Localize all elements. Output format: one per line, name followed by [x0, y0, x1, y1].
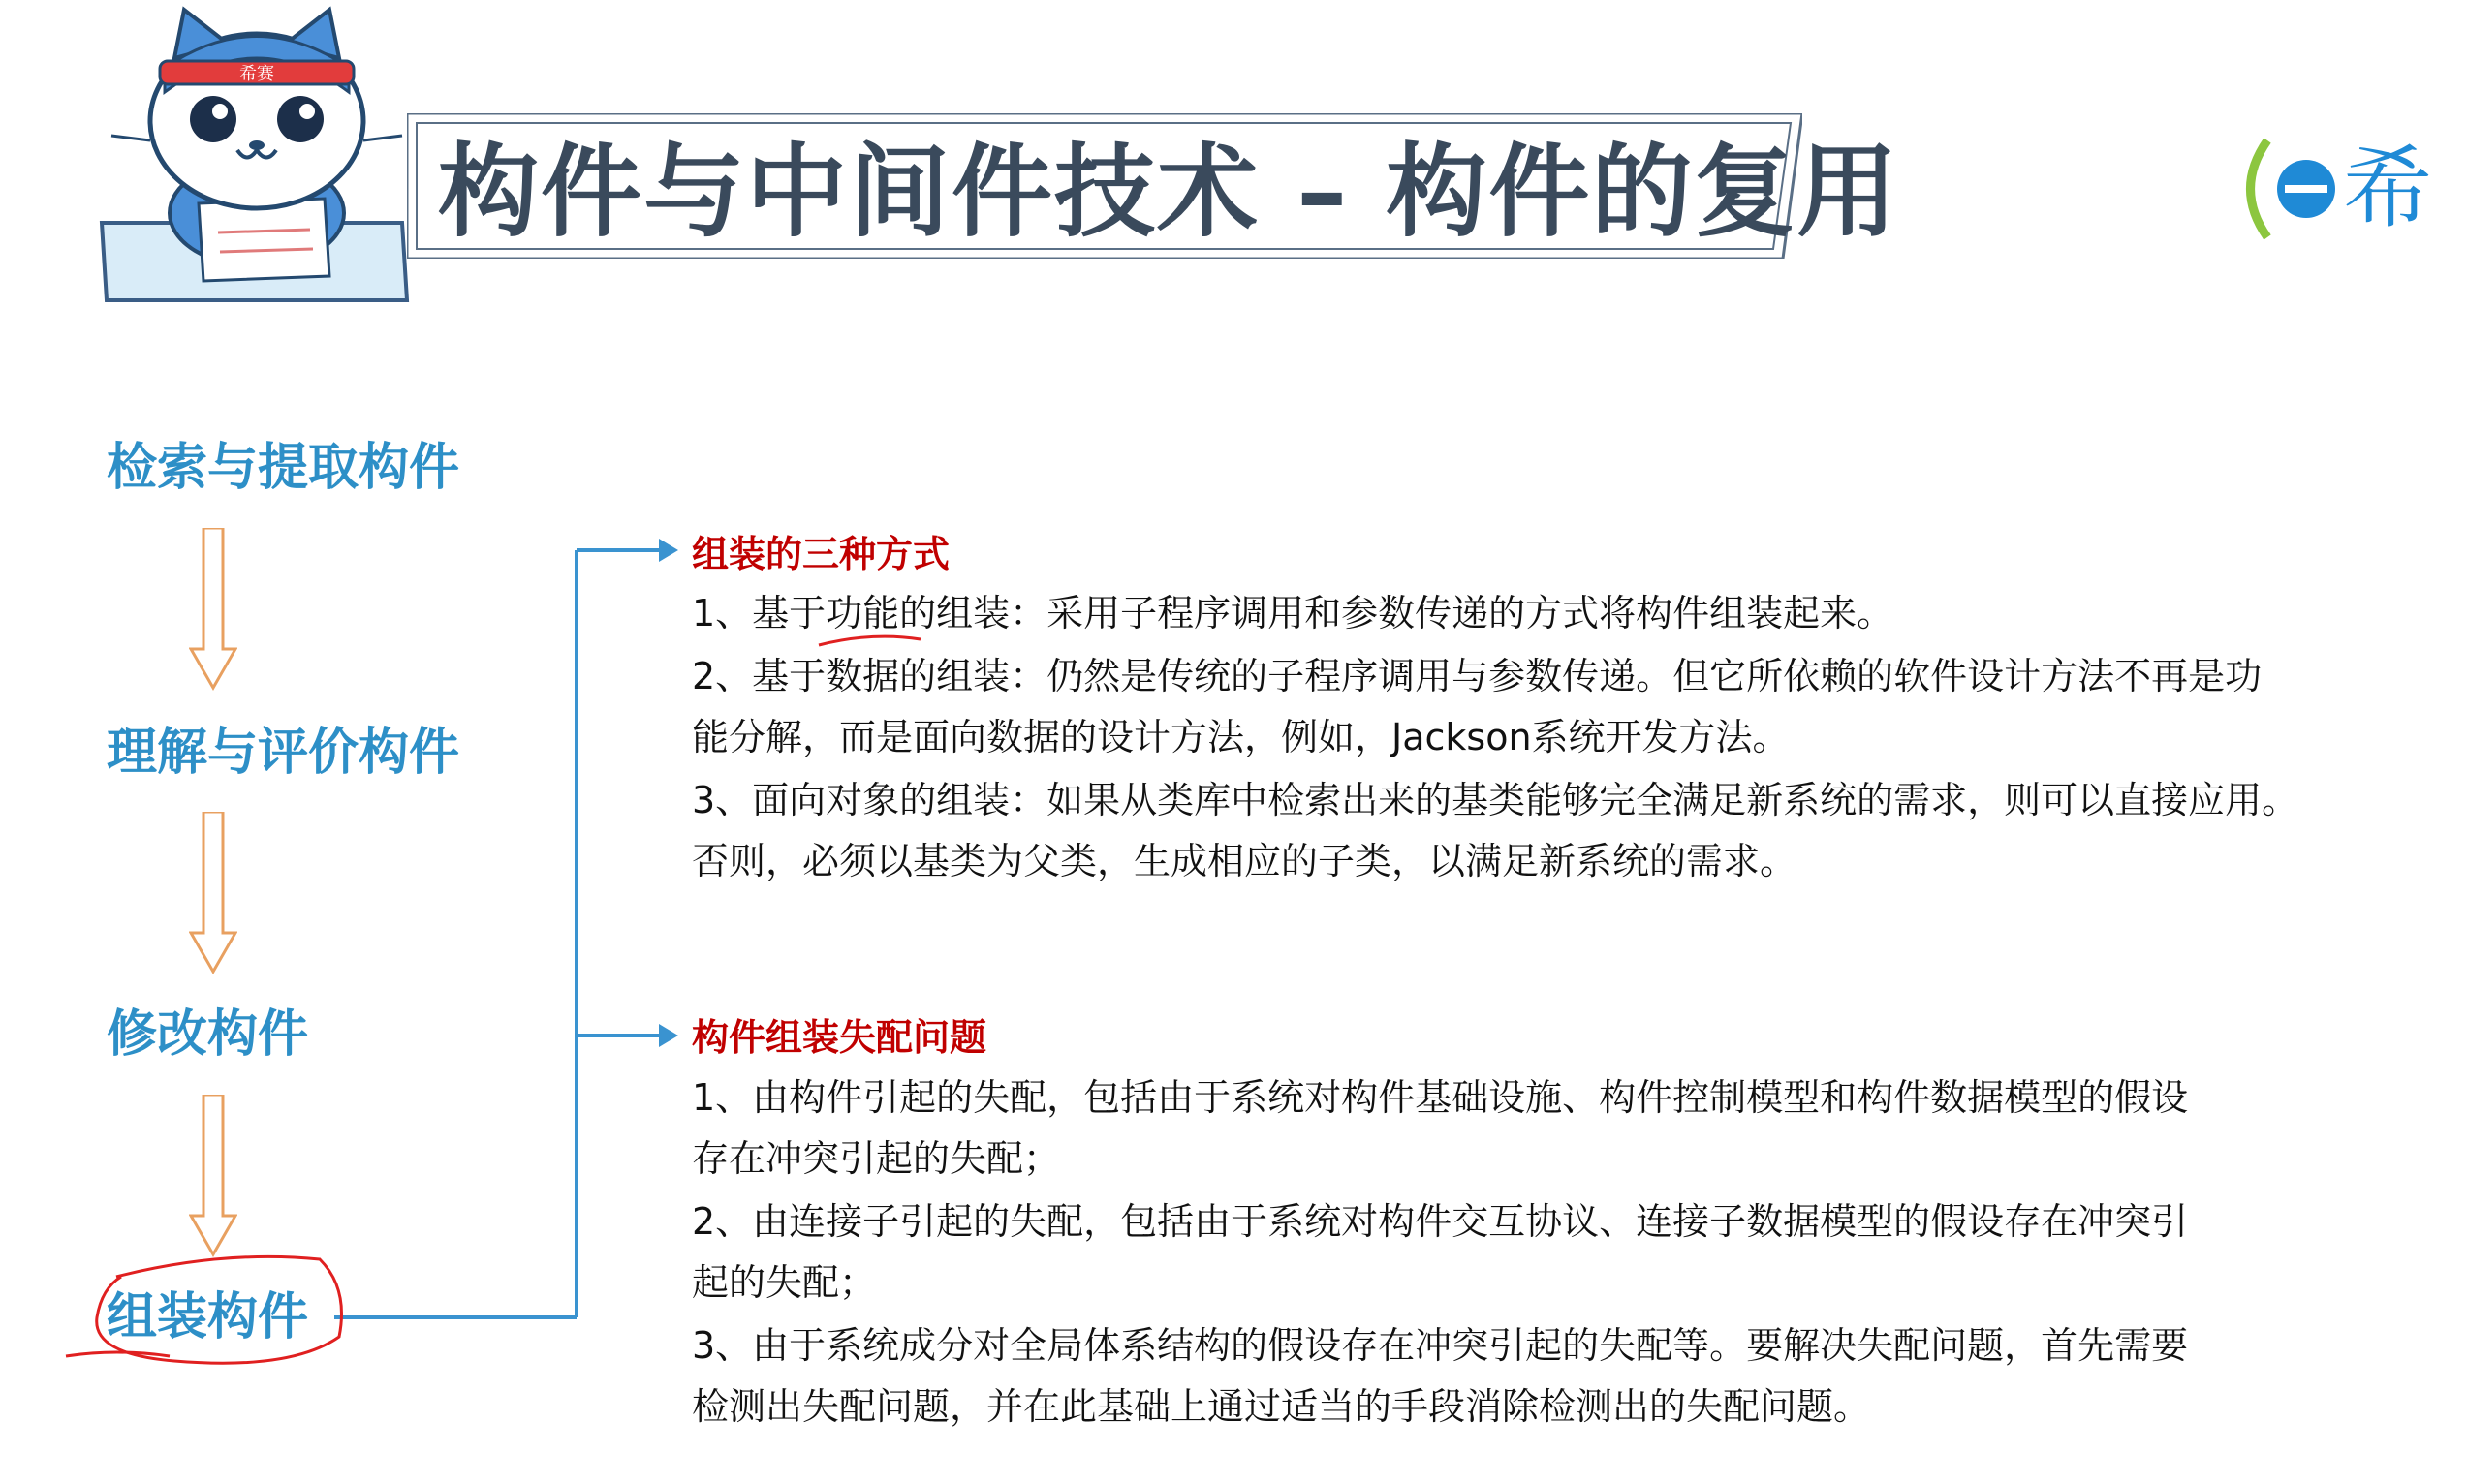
section-2-line-1: 1、由构件引起的失配，包括由于系统对构件基础设施、构件控制模型和构件数据模型的假设 [692, 1076, 2189, 1119]
hollow-down-arrow-icon [189, 812, 237, 976]
section-2-line-3: 2、由连接子引起的失配，包括由于系统对构件交互协议、连接子数据模型的假设存在冲突引 [692, 1200, 2189, 1243]
section-title-assembly-methods: 组装的三种方式 [692, 533, 951, 575]
cat-mascot-icon [92, 5, 422, 305]
connector-lines [334, 550, 659, 1317]
brand-text: 希 [2343, 137, 2433, 240]
section-1-line-1: 1、基于功能的组装：采用子程序调用和参数传递的方式将构件组装起来。 [692, 592, 1894, 634]
annotation-underline-left [66, 1352, 170, 1356]
flow-step-understand: 理解与评价构件 [107, 724, 460, 782]
section-1-line-4: 3、面向对象的组装：如果从类库中检索出来的基类能够完全满足新系统的需求，则可以直接应用。 [692, 779, 2299, 821]
section-2-line-4: 起的失配； [692, 1261, 877, 1304]
hollow-down-arrow-icon [189, 528, 237, 693]
section-2-line-2: 存在冲突引起的失配； [692, 1137, 1061, 1180]
section-2-line-5: 3、由于系统成分对全局体系结构的假设存在冲突引起的失配等。要解决失配问题，首先需要 [692, 1324, 2189, 1367]
section-title-mismatch: 构件组装失配问题 [692, 1016, 987, 1059]
mascot-band-text: 希赛 [239, 64, 274, 84]
xisai-logo-icon [2229, 131, 2345, 247]
section-1-line-5: 否则，必须以基类为父类，生成相应的子类，以满足新系统的需求。 [692, 840, 1797, 882]
section-1-line-2: 2、基于数据的组装：仍然是传统的子程序调用与参数传递。但它所依赖的软件设计方法不再是功 [692, 655, 2263, 697]
right-arrow-icon [659, 539, 678, 562]
flow-step-retrieve: 检索与提取构件 [107, 439, 460, 497]
right-arrow-icon [659, 1024, 678, 1047]
flow-step-modify: 修改构件 [107, 1005, 309, 1064]
flow-step-assemble: 组装构件 [107, 1288, 309, 1346]
brand-logo [2229, 131, 2467, 247]
section-1-line-3: 能分解，而是面向数据的设计方法，例如，Jackson系统开发方法。 [692, 716, 1790, 758]
hollow-down-arrow-icon [189, 1095, 237, 1259]
page-title: 构件与中间件技术 – 构件的复用 [438, 133, 1900, 251]
section-2-line-6: 检测出失配问题，并在此基础上通过适当的手段消除检测出的失配问题。 [692, 1385, 1871, 1428]
